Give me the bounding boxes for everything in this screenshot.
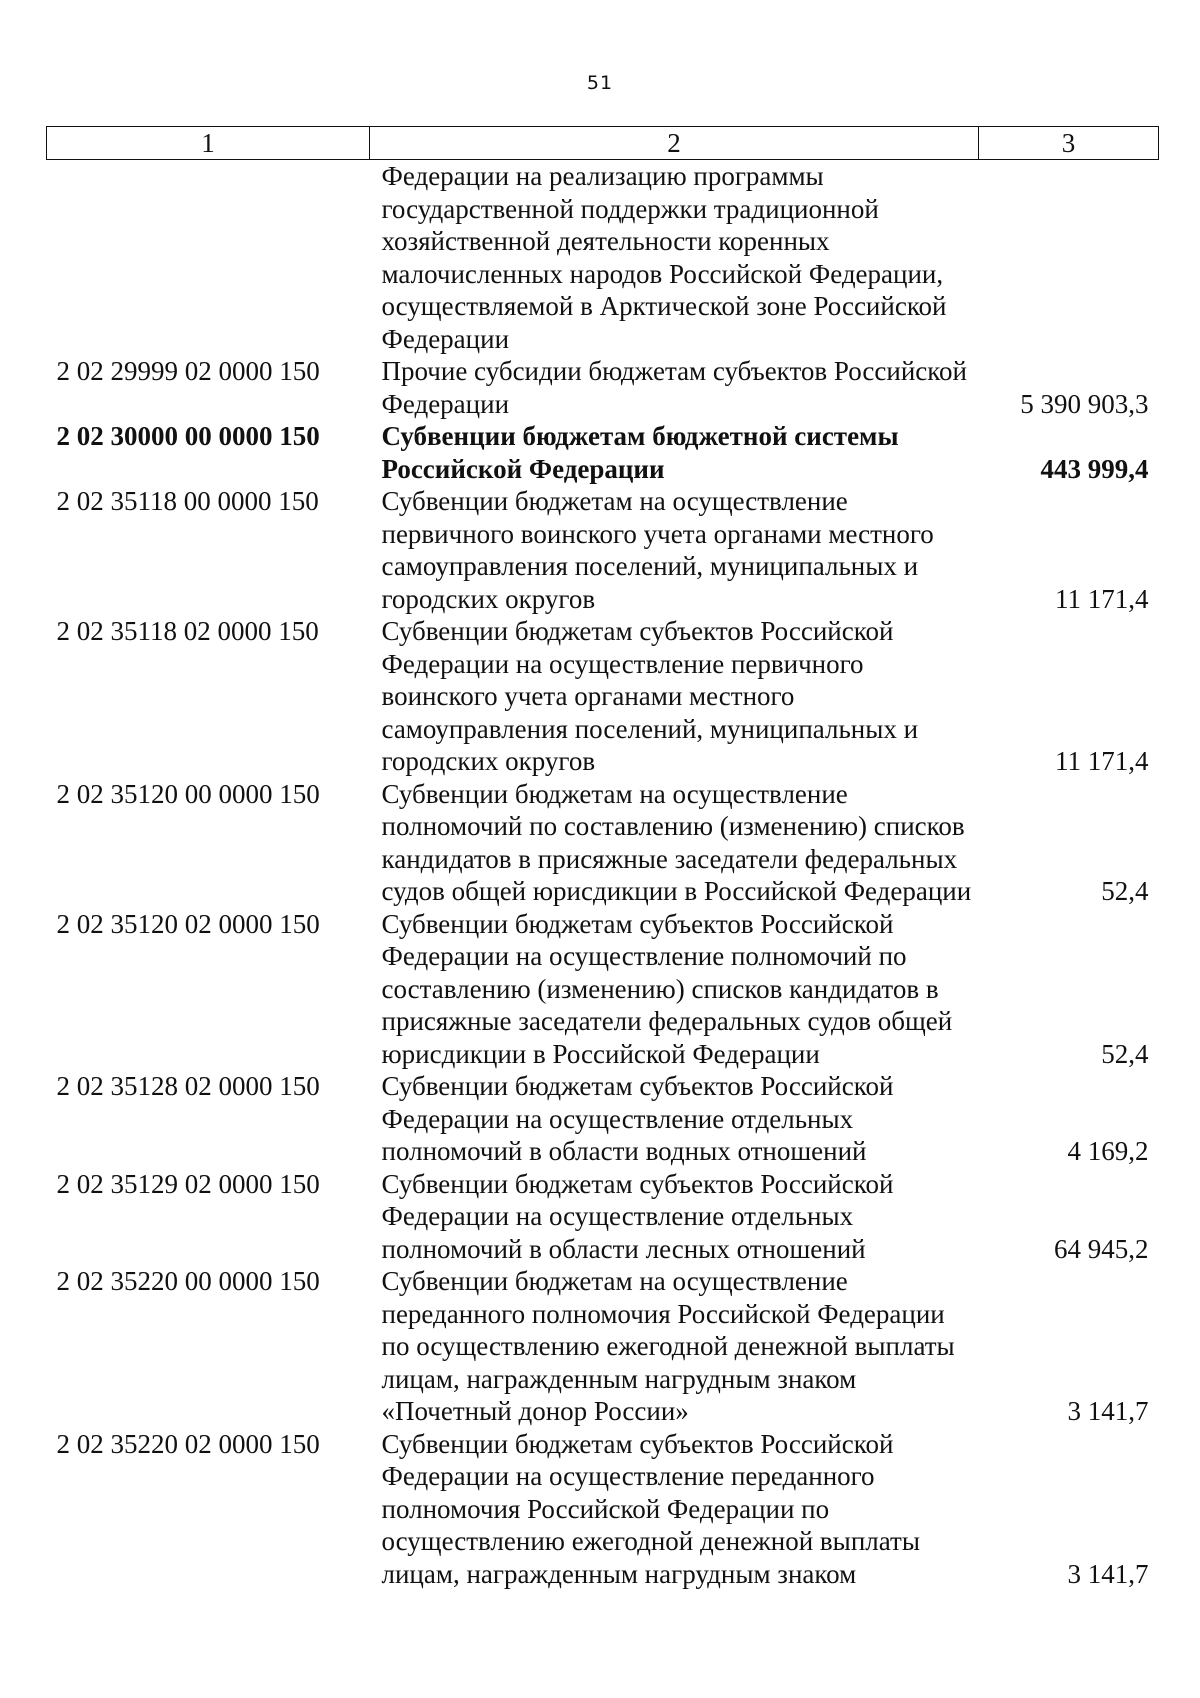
- code-cell: 2 02 35220 02 0000 150: [56, 1428, 320, 1459]
- amount-cell: 64 945,2: [1054, 1233, 1149, 1264]
- code-cell: 2 02 30000 00 0000 150: [56, 421, 320, 451]
- column-header-name: 2: [370, 127, 979, 160]
- code-cell: 2 02 35120 00 0000 150: [56, 778, 320, 809]
- name-cell: Прочие субсидии бюджетам субъектов Российской Федерации: [381, 356, 967, 419]
- code-cell: 2 02 35129 02 0000 150: [56, 1168, 320, 1199]
- budget-table: [46, 126, 1159, 1590]
- table-row: [47, 778, 1159, 908]
- column-header-code: 1: [47, 127, 370, 160]
- code-cell: 2 02 35220 00 0000 150: [56, 1266, 320, 1296]
- table-row: [47, 420, 1159, 485]
- name-cell: Субвенции бюджетам субъектов Российской Федерации на осуществление переданного полномочия Российской Федерации по осуществлению ежегодной денежной выплаты лицам, награжденным нагрудным знаком: [381, 1428, 920, 1589]
- name-cell: Субвенции бюджетам субъектов Российской Федерации на осуществление полномочий по составлению (изменению) списков кандидатов в присяжные заседатели федеральных судов общей юрисдикции в Российской Федерации: [381, 908, 953, 1069]
- name-cell: Субвенции бюджетам субъектов Российской Федерации на осуществление отдельных полномочий в области лесных отношений: [381, 1168, 894, 1264]
- amount-cell: [979, 160, 1159, 356]
- table-row: [47, 1428, 1159, 1591]
- amount-cell: 3 141,7: [1067, 1396, 1149, 1426]
- table-row: [47, 1265, 1159, 1428]
- continuation-row: [47, 160, 1159, 356]
- table-row: [47, 1168, 1159, 1266]
- amount-cell: 11 171,4: [1055, 746, 1149, 776]
- table-row: [47, 355, 1159, 420]
- continuation-text: Федерации на реализацию программы государственной поддержки традиционной хозяйственной деятельности коренных малочисленных народов Российской Федерации, осуществляемой в Арктической зоне Российской Федерации: [381, 161, 947, 354]
- amount-cell: 4 169,2: [1067, 1136, 1149, 1166]
- table-row: [47, 485, 1159, 615]
- code-cell: [47, 160, 370, 356]
- table-row: [47, 1070, 1159, 1168]
- name-cell: Субвенции бюджетам субъектов Российской Федерации на осуществление отдельных полномочий в области водных отношений: [381, 1071, 894, 1166]
- table-row: [47, 615, 1159, 778]
- name-cell: Субвенции бюджетам на осуществление первичного воинского учета органами местного самоуправления поселений, муниципальных и городских округов: [381, 486, 934, 614]
- amount-cell: 52,4: [1101, 1038, 1149, 1069]
- code-cell: 2 02 35128 02 0000 150: [56, 1071, 320, 1101]
- amount-cell: 52,4: [1101, 876, 1149, 906]
- code-cell: 2 02 35118 02 0000 150: [56, 616, 319, 646]
- name-cell: Субвенции бюджетам бюджетной системы Российской Федерации: [381, 421, 899, 484]
- table-header: [47, 127, 1159, 160]
- header-row: [47, 127, 1159, 160]
- code-cell: 2 02 35120 02 0000 150: [56, 908, 320, 939]
- code-cell: 2 02 35118 00 0000 150: [56, 486, 319, 516]
- column-header-amount: 3: [979, 127, 1159, 160]
- name-cell: Субвенции бюджетам на осуществление переданного полномочия Российской Федерации по осуществлению ежегодной денежной выплаты лицам, награжденным нагрудным знаком «Почетный донор России»: [381, 1266, 955, 1426]
- amount-cell: 5 390 903,3: [1020, 388, 1149, 419]
- name-cell: Субвенции бюджетам на осуществление полномочий по составлению (изменению) списков кандидатов в присяжные заседатели федеральных судов общей юрисдикции в Российской Федерации: [381, 778, 972, 906]
- name-cell: Субвенции бюджетам субъектов Российской Федерации на осуществление первичного воинского учета органами местного самоуправления поселений, муниципальных и городских округов: [381, 616, 919, 776]
- code-cell: 2 02 29999 02 0000 150: [56, 356, 320, 386]
- page-number: 51: [586, 72, 614, 94]
- amount-cell: 11 171,4: [1055, 583, 1149, 614]
- table-row: [47, 908, 1159, 1071]
- amount-cell: 3 141,7: [1067, 1558, 1149, 1589]
- table-body: [47, 160, 1159, 1591]
- amount-cell: 443 999,4: [1040, 453, 1149, 484]
